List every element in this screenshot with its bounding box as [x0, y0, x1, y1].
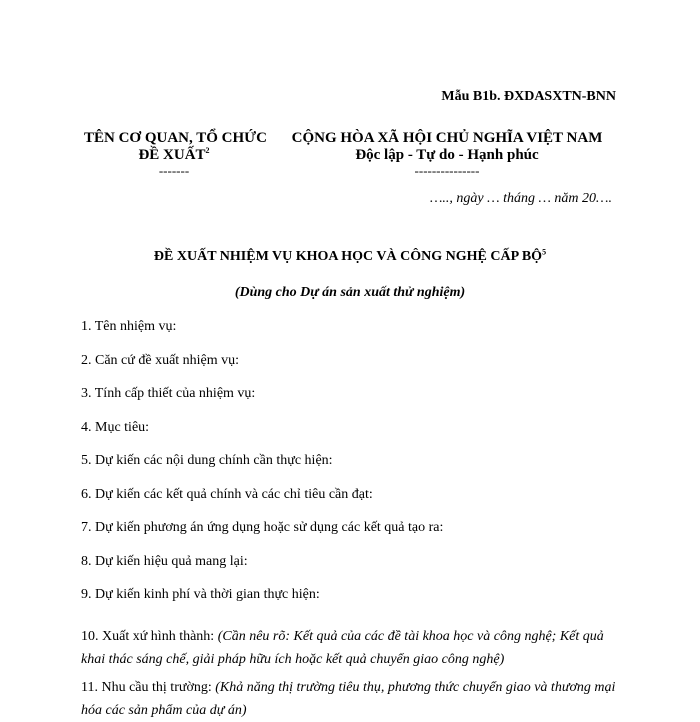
form-item-market-demand [81, 676, 621, 722]
form-item-main-content: 5. Dự kiến các nội dung chính cần thực hiện: [81, 453, 333, 468]
form-item-application-plan: 7. Dự kiến phương án ứng dụng hoặc sử dụng các kết quả tạo ra: [81, 520, 444, 535]
form-item-objectives: 4. Mục tiêu: [81, 419, 150, 435]
form-item-market-note: (Khả năng thị trường tiêu thụ, phương thức chuyển giao và thương mại hóa các sản phẩm của dự án) [81, 680, 616, 718]
organization-role [84, 147, 264, 164]
footnote-marker-2: 2 [205, 146, 210, 155]
national-header [282, 130, 612, 178]
form-item-basis: 2. Căn cứ đề xuất nhiệm vụ: [81, 352, 240, 368]
document-subtitle: (Dùng cho Dự án sản xuất thử nghiệm) [234, 285, 466, 300]
form-item-task-name: 1. Tên nhiệm vụ: [81, 319, 177, 334]
date-line: ….., ngày … tháng … năm 20…. [429, 191, 612, 206]
national-motto: Độc lập - Tự do - Hạnh phúc [355, 147, 539, 163]
form-items [81, 318, 621, 620]
country-name: CỘNG HÒA XÃ HỘI CHỦ NGHĨA VIỆT NAM [291, 130, 603, 146]
form-item-expected-results: 6. Dự kiến các kết quả chính và các chỉ tiêu cần đạt: [81, 486, 373, 502]
organization-name: TÊN CƠ QUAN, TỔ CHỨC [84, 130, 267, 146]
form-item-origin [81, 625, 621, 671]
form-item-market-label: 11. Nhu cầu thị trường: [81, 680, 216, 695]
footnote-marker-5: 5 [542, 247, 547, 257]
organization-divider: ------- [158, 163, 190, 178]
form-item-effectiveness: 8. Dự kiến hiệu quả mang lại: [81, 553, 248, 569]
form-item-urgency: 3. Tính cấp thiết của nhiệm vụ: [81, 386, 256, 401]
organization-role-text: ĐỀ XUẤT [138, 147, 206, 163]
national-divider: --------------- [414, 163, 480, 178]
form-item-origin-note: (Cần nêu rõ: Kết quả của các đề tài khoa học và công nghệ; Kết quả khai thác sáng chế, giải pháp hữu ích hoặc kết quả chuyển giao công nghệ) [81, 629, 604, 667]
document-title-text: ĐỀ XUẤT NHIỆM VỤ KHOA HỌC VÀ CÔNG NGHỆ CẤP BỘ [153, 249, 543, 264]
form-code: Mẫu B1b. ĐXDASXTN-BNN [441, 89, 616, 104]
organization-header [84, 130, 267, 178]
form-item-budget-timeline: 9. Dự kiến kinh phí và thời gian thực hiện: [81, 587, 320, 602]
form-item-origin-label: 10. Xuất xứ hình thành: [81, 629, 218, 644]
document-title [0, 249, 700, 265]
